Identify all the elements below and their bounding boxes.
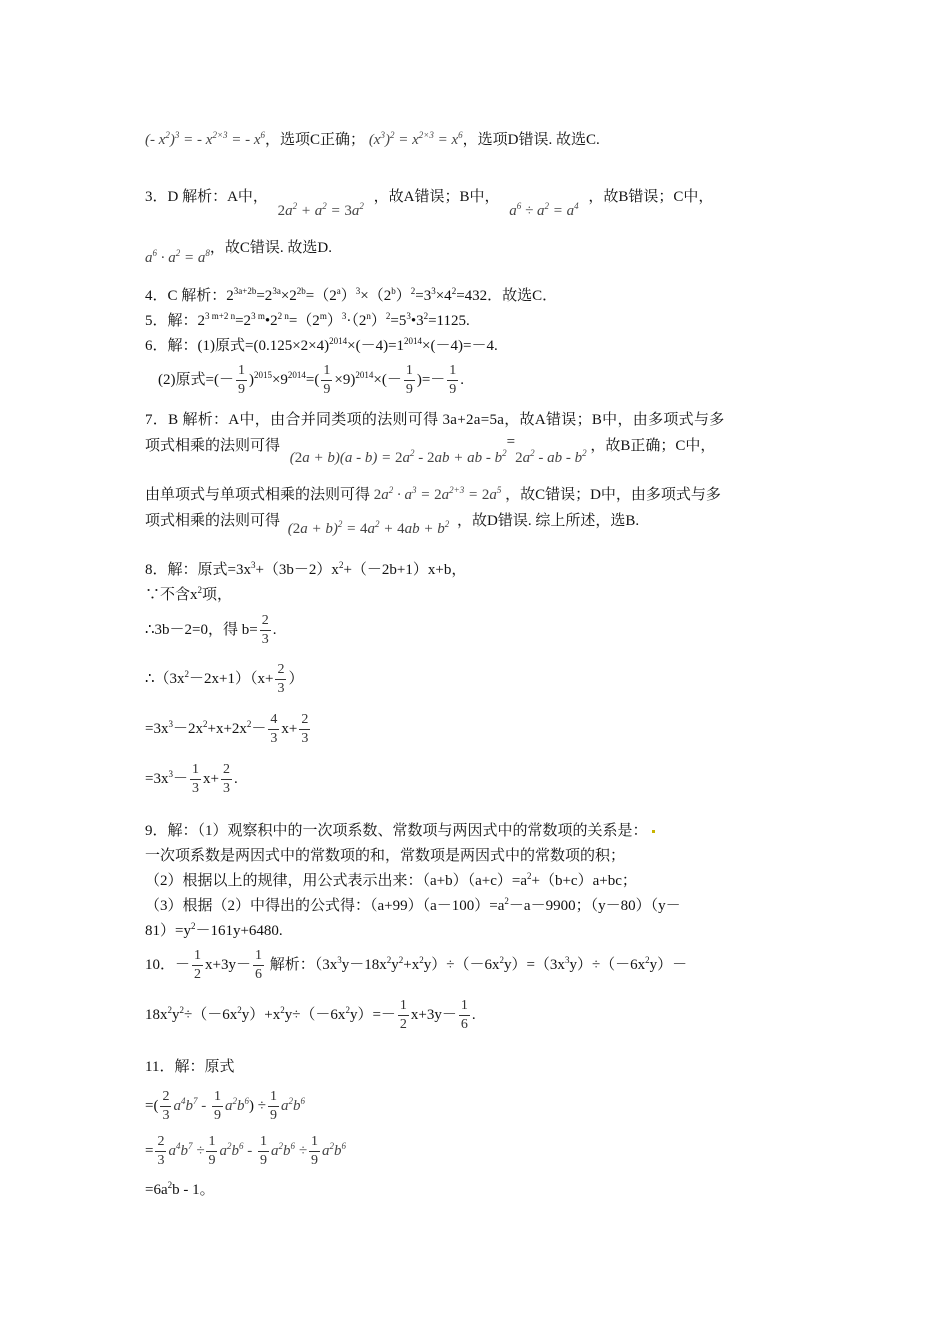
numerator: 2 bbox=[221, 762, 232, 780]
text: =1125. bbox=[428, 313, 470, 329]
fraction bbox=[221, 762, 232, 797]
math-expr: =( bbox=[145, 1098, 159, 1114]
numerator: 1 bbox=[309, 1134, 320, 1152]
text: ∴（3x bbox=[145, 671, 185, 687]
text: ） bbox=[326, 313, 342, 329]
sup: 3 bbox=[406, 311, 411, 321]
denominator: 3 bbox=[222, 781, 230, 797]
sup: 2 bbox=[167, 1180, 173, 1190]
text: 11．解：原式 bbox=[145, 1059, 235, 1075]
text: 3．D 解析：A中， bbox=[145, 189, 268, 205]
sup: 3 bbox=[341, 311, 347, 321]
text: ∴3b－2=0，得 b= bbox=[145, 622, 258, 638]
denominator: 3 bbox=[301, 731, 309, 747]
denominator: 9 bbox=[237, 382, 245, 398]
text: . bbox=[460, 372, 465, 388]
text: y）÷（－6x bbox=[569, 957, 646, 973]
fraction bbox=[258, 1134, 269, 1169]
text: －2x bbox=[172, 721, 203, 737]
math-expr: $2a^2 \cdot a^3 = 2a^{2+3} = 2a^5$ bbox=[373, 485, 502, 503]
text: y）÷（－6x bbox=[423, 957, 500, 973]
sup: 2 bbox=[386, 955, 392, 965]
text: 9．解：（1）观察积中的一次项系数、常数项与两因式中的常数项的关系是： bbox=[145, 823, 648, 839]
line-9d bbox=[145, 896, 681, 916]
text: •3 bbox=[410, 313, 424, 329]
sup: 3 bbox=[168, 769, 173, 779]
sup: 2 bbox=[184, 669, 190, 679]
line-5 bbox=[145, 311, 470, 331]
text: ×（2 bbox=[360, 288, 392, 304]
math-expr: = bbox=[145, 1143, 154, 1159]
math-expr: $a^2b^6$ - bbox=[219, 1141, 256, 1159]
sup: 2 bbox=[423, 311, 429, 321]
equals-sign: = bbox=[506, 434, 516, 450]
denominator: 9 bbox=[213, 1108, 221, 1124]
text: x+ bbox=[202, 771, 219, 787]
math-expr: $a^2b^6$ bbox=[280, 1096, 305, 1114]
sup: 2 bbox=[190, 921, 196, 931]
text: 项式相乘的法则可得 bbox=[145, 513, 281, 529]
line-11b bbox=[145, 1087, 305, 1125]
text: 由单项式与单项式相乘的法则可得 bbox=[145, 487, 371, 503]
text: (2)原式=(－ bbox=[158, 372, 234, 388]
fraction bbox=[190, 762, 201, 797]
text: ÷（－6x bbox=[184, 1007, 238, 1023]
fraction bbox=[275, 662, 286, 697]
fraction bbox=[206, 1134, 217, 1169]
math-expr: $a^2b^6$ bbox=[321, 1141, 346, 1159]
text: ，故C错误；D中，由多项式与多 bbox=[505, 487, 721, 503]
denominator: 3 bbox=[157, 1153, 165, 1169]
text: ） bbox=[288, 671, 304, 687]
sup: 2 bbox=[499, 955, 504, 965]
sup: 3 bbox=[337, 955, 342, 965]
numerator: 1 bbox=[206, 1134, 217, 1152]
denominator: 3 bbox=[261, 632, 269, 648]
text: b - 1。 bbox=[172, 1182, 215, 1198]
text: 8．解：原式=3x bbox=[145, 562, 251, 578]
text: ×9 bbox=[271, 372, 288, 388]
text: +x bbox=[403, 957, 420, 973]
line-11c bbox=[145, 1132, 346, 1170]
numerator: 2 bbox=[160, 1089, 171, 1107]
fraction bbox=[253, 948, 264, 983]
line-11 bbox=[145, 1057, 234, 1077]
fraction bbox=[299, 712, 310, 747]
sup: m bbox=[319, 311, 327, 321]
text: 项式相乘的法则可得 bbox=[145, 438, 281, 454]
text: ） bbox=[340, 288, 356, 304]
denominator: 9 bbox=[405, 382, 413, 398]
sup: 3 bbox=[355, 286, 361, 296]
fraction bbox=[212, 1089, 223, 1124]
fraction bbox=[309, 1134, 320, 1169]
text: ×9) bbox=[334, 372, 356, 388]
fraction bbox=[236, 363, 247, 398]
text: y－18x bbox=[341, 957, 387, 973]
text: y）=（3x bbox=[503, 957, 565, 973]
text: ，故C错误. 故选D. bbox=[209, 240, 332, 256]
line-6b bbox=[158, 361, 464, 399]
sup: 2 bbox=[167, 1005, 172, 1015]
text: 一次项系数是两因式中的常数项的和，常数项是两因式中的常数项的积； bbox=[145, 848, 626, 864]
text: 10．－ bbox=[145, 957, 191, 973]
math-expr: $a^4b^7$ - bbox=[173, 1096, 210, 1114]
line-8f bbox=[145, 760, 238, 798]
denominator: 9 bbox=[323, 382, 331, 398]
math-expr: $a^4b^7$ ÷ bbox=[168, 1141, 205, 1159]
sup: 3a bbox=[272, 286, 281, 296]
math-expr: $(2a + b)^2 = 4a^2 + 4ab + b^2$ bbox=[287, 519, 450, 537]
sup: 2 bbox=[451, 286, 457, 296]
text: y bbox=[391, 957, 399, 973]
numerator: 1 bbox=[268, 1089, 279, 1107]
sup: a bbox=[336, 286, 341, 296]
text: － bbox=[251, 721, 267, 737]
fraction bbox=[321, 363, 332, 398]
line-3b bbox=[145, 238, 332, 266]
sup: 3a+2b bbox=[233, 286, 257, 296]
text: ∵不含x bbox=[145, 587, 198, 603]
text: ×(－ bbox=[373, 372, 402, 388]
line-4 bbox=[145, 286, 557, 306]
text: 4．C 解析：2 bbox=[145, 288, 234, 304]
sup: 2014 bbox=[329, 336, 348, 346]
sup: b bbox=[391, 286, 396, 296]
text: ×(－4)=－4. bbox=[422, 338, 498, 354]
line-7b bbox=[145, 434, 716, 466]
denominator: 3 bbox=[191, 781, 199, 797]
numerator: 1 bbox=[321, 363, 332, 381]
line-9c bbox=[145, 871, 637, 891]
text: =3x bbox=[145, 771, 169, 787]
numerator: 1 bbox=[253, 948, 264, 966]
text: ） bbox=[370, 313, 386, 329]
line-7c bbox=[145, 485, 721, 505]
sup: 2b bbox=[296, 286, 306, 296]
sup: 2 bbox=[504, 896, 509, 906]
sup: 3 bbox=[564, 955, 570, 965]
fraction bbox=[447, 363, 458, 398]
sup: 2 bbox=[410, 286, 416, 296]
denominator: 2 bbox=[399, 1017, 407, 1033]
line-1 bbox=[145, 130, 600, 150]
line-8 bbox=[145, 560, 466, 580]
text: +（－2b+1）x+b， bbox=[343, 562, 467, 578]
text: ，选项C正确； bbox=[265, 132, 366, 148]
fraction bbox=[398, 998, 409, 1033]
text: 7．B 解析：A中，由合并同类项的法则可得 3a+2a=5a，故A错误；B中，由多项式与多 bbox=[145, 412, 725, 428]
text: ，故D错误. 综上所述，选B. bbox=[457, 513, 640, 529]
text: ×(－4)=1 bbox=[347, 338, 405, 354]
sup: 2 bbox=[202, 719, 208, 729]
text: ，故B正确；C中， bbox=[590, 438, 716, 454]
line-9e bbox=[145, 921, 283, 941]
denominator: 9 bbox=[208, 1153, 216, 1169]
text: =432．故选C． bbox=[456, 288, 558, 304]
line-9 bbox=[145, 821, 655, 841]
text: ，故A错误；B中， bbox=[373, 189, 500, 205]
text: x+3y－ bbox=[205, 957, 251, 973]
sup: 2 bbox=[645, 955, 650, 965]
denominator: 9 bbox=[269, 1108, 277, 1124]
numerator: 1 bbox=[258, 1134, 269, 1152]
text: （2）根据以上的规律，用公式表示出来：（a+b）（a+c）=a bbox=[145, 873, 528, 889]
fraction bbox=[459, 998, 470, 1033]
line-8b bbox=[145, 585, 232, 605]
sup: n bbox=[366, 311, 371, 321]
sup: 2 bbox=[338, 560, 344, 570]
line-8d bbox=[145, 660, 303, 698]
fraction bbox=[192, 948, 203, 983]
sup: 2 bbox=[237, 1005, 242, 1015]
text: 18x bbox=[145, 1007, 168, 1023]
sup: 2014 bbox=[355, 370, 374, 380]
numerator: 1 bbox=[404, 363, 415, 381]
text: . bbox=[272, 622, 277, 638]
text: ×2 bbox=[280, 288, 297, 304]
denominator: 3 bbox=[277, 681, 285, 697]
sup: 2 n bbox=[277, 311, 289, 321]
denominator: 9 bbox=[310, 1153, 318, 1169]
text: 解析：（3x bbox=[265, 957, 338, 973]
line-8e bbox=[145, 710, 312, 748]
numerator: 1 bbox=[192, 948, 203, 966]
text: x+ bbox=[281, 721, 298, 737]
text: y÷（－6x bbox=[284, 1007, 346, 1023]
math-expr: $a^6 \div a^2 = a^4$ bbox=[509, 201, 579, 219]
text: （3）根据（2）中得出的公式得：（a+99）（a－100）=a bbox=[145, 898, 505, 914]
denominator: 9 bbox=[259, 1153, 267, 1169]
text: ，故B错误；C中， bbox=[588, 189, 714, 205]
fraction bbox=[404, 363, 415, 398]
math-expr: $2a^2$ - ab - $b^2$ bbox=[515, 448, 587, 466]
text: ，选项D错误. 故选C. bbox=[462, 132, 600, 148]
numerator: 4 bbox=[268, 712, 279, 730]
text: 81）=y bbox=[145, 923, 191, 939]
text: =2 bbox=[235, 313, 252, 329]
text: －a－9900；（y－80）（y－ bbox=[508, 898, 681, 914]
text: =3x bbox=[145, 721, 169, 737]
numerator: 1 bbox=[190, 762, 201, 780]
text: =( bbox=[305, 372, 320, 388]
sup: 3 bbox=[250, 560, 256, 570]
math-expr: $2a^2 + a^2 = 3a^2$ bbox=[277, 201, 364, 219]
text: － bbox=[172, 771, 188, 787]
sup: 2 bbox=[385, 311, 391, 321]
denominator: 6 bbox=[254, 967, 262, 983]
text: +（3b－2）x bbox=[255, 562, 339, 578]
line-10 bbox=[145, 946, 687, 984]
denominator: 9 bbox=[449, 382, 457, 398]
math-expr: ) ÷ bbox=[248, 1098, 266, 1114]
text: +x+2x bbox=[207, 721, 247, 737]
text: =2 bbox=[256, 288, 273, 304]
text: y bbox=[172, 1007, 180, 1023]
denominator: 6 bbox=[460, 1017, 468, 1033]
text: ) bbox=[248, 372, 254, 388]
line-7d bbox=[145, 511, 640, 537]
sup: 2014 bbox=[404, 336, 423, 346]
text: =6a bbox=[145, 1182, 168, 1198]
text: ×4 bbox=[435, 288, 452, 304]
text: =3 bbox=[415, 288, 432, 304]
numerator: 1 bbox=[459, 998, 470, 1016]
text: 5．解：2 bbox=[145, 313, 206, 329]
text: =（2 bbox=[288, 313, 320, 329]
sup: 2 bbox=[398, 955, 404, 965]
numerator: 1 bbox=[398, 998, 409, 1016]
numerator: 1 bbox=[236, 363, 247, 381]
text: －161y+6480. bbox=[195, 923, 283, 939]
fraction bbox=[260, 613, 271, 648]
fraction bbox=[268, 1089, 279, 1124]
text: =5 bbox=[390, 313, 407, 329]
fraction bbox=[160, 1089, 171, 1124]
sup: 2 bbox=[246, 719, 252, 729]
line-10b bbox=[145, 996, 476, 1034]
line-3 bbox=[145, 187, 714, 219]
text: . bbox=[233, 771, 238, 787]
sup: 2 bbox=[179, 1005, 184, 1015]
text: ·（2 bbox=[346, 313, 367, 329]
line-6 bbox=[145, 336, 498, 356]
sup: 2014 bbox=[287, 370, 306, 380]
text: •2 bbox=[264, 313, 278, 329]
text: =（2 bbox=[305, 288, 337, 304]
denominator: 2 bbox=[194, 967, 202, 983]
sup: 2 bbox=[527, 871, 532, 881]
numerator: 1 bbox=[212, 1089, 223, 1107]
sup: 2 bbox=[280, 1005, 285, 1015]
sup: 2 bbox=[419, 955, 424, 965]
numerator: 1 bbox=[447, 363, 458, 381]
fraction bbox=[268, 712, 279, 747]
fraction bbox=[155, 1134, 166, 1169]
sup: 2 bbox=[345, 1005, 350, 1015]
math-expr: $(x^3)^2 = x^{2\times 3} = x^6$ bbox=[368, 130, 463, 148]
math-expr: $(2a + b)(a - b) = 2a^2 - 2ab$ + ab - $b^2$ bbox=[289, 448, 507, 466]
sup: 3 bbox=[168, 719, 173, 729]
sup: 3 bbox=[431, 286, 436, 296]
math-expr: $a^2b^6$ ÷ bbox=[270, 1141, 307, 1159]
line-11d bbox=[145, 1180, 215, 1200]
text: y）+x bbox=[241, 1007, 281, 1023]
sup: 2 bbox=[197, 585, 203, 595]
line-7 bbox=[145, 410, 725, 430]
text: y）=－ bbox=[349, 1007, 396, 1023]
denominator: 3 bbox=[270, 731, 278, 747]
line-8c bbox=[145, 611, 276, 649]
sup: 2015 bbox=[253, 370, 272, 380]
text: +（b+c）a+bc； bbox=[531, 873, 637, 889]
math-expr: $a^6 \cdot a^2 = a^8$ bbox=[145, 248, 210, 266]
math-expr: (- $x^2)^3$ = - $x^{2\times 3}$ = - $x^6$ bbox=[145, 130, 266, 148]
sup: 3 m bbox=[251, 311, 265, 321]
text: . bbox=[471, 1007, 476, 1023]
numerator: 2 bbox=[155, 1134, 166, 1152]
marker-dot bbox=[652, 830, 655, 833]
denominator: 3 bbox=[162, 1108, 170, 1124]
text: 6．解：(1)原式=(0.125×2×4) bbox=[145, 338, 330, 354]
text: y）－ bbox=[649, 957, 688, 973]
line-9b bbox=[145, 846, 625, 866]
text: 项， bbox=[202, 587, 233, 603]
text: x+3y－ bbox=[410, 1007, 457, 1023]
math-expr: $a^2b^6$ bbox=[224, 1096, 249, 1114]
text: )=－ bbox=[416, 372, 446, 388]
text: －2x+1）（x+ bbox=[189, 671, 274, 687]
numerator: 2 bbox=[275, 662, 286, 680]
sup: 3 m+2 n bbox=[205, 311, 236, 321]
text: ） bbox=[395, 288, 411, 304]
numerator: 2 bbox=[260, 613, 271, 631]
numerator: 2 bbox=[299, 712, 310, 730]
